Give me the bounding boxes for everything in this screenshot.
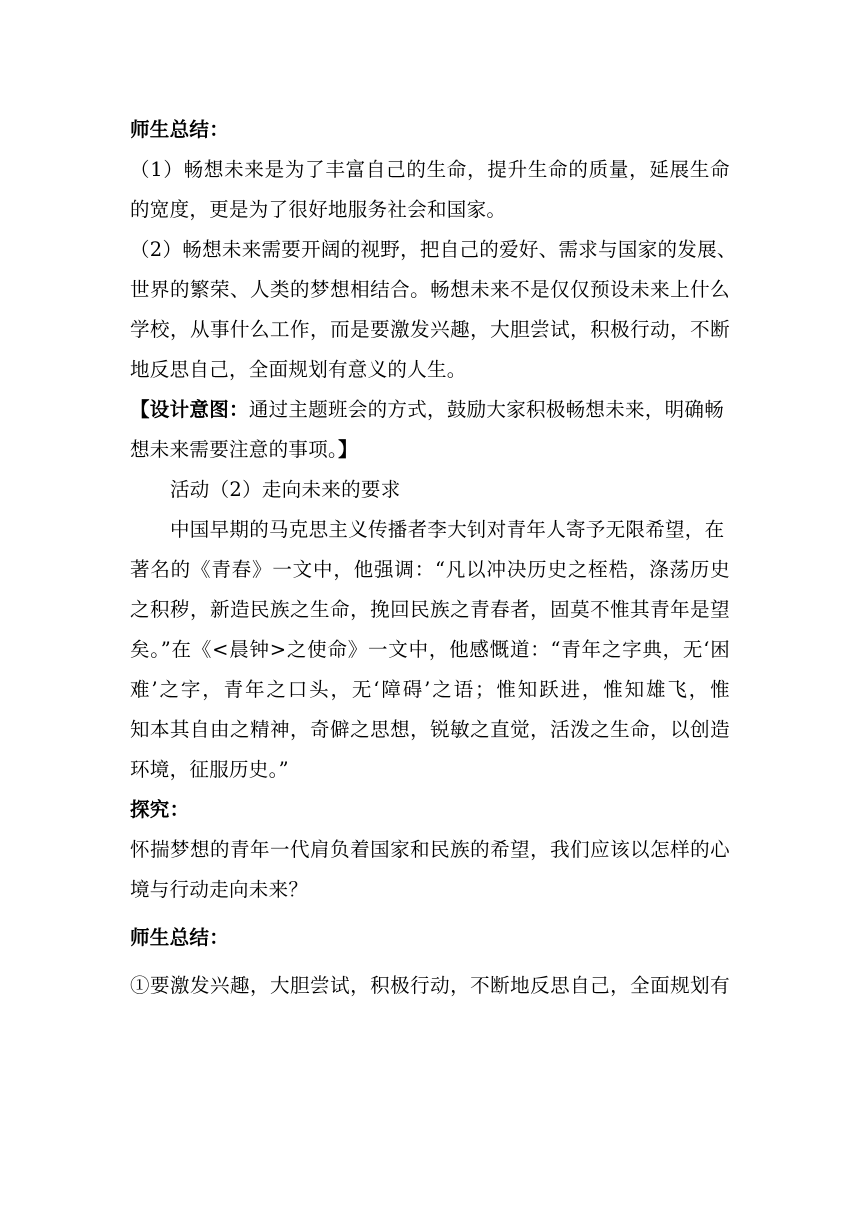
question-paragraph <box>130 830 730 910</box>
text-line <box>130 390 730 430</box>
text-line: 境与行动走向未来？ <box>130 878 309 901</box>
section-heading: 师生总结： <box>130 118 230 141</box>
design-intent-close: 】 <box>338 438 358 461</box>
text-line: 环境，征服历史。” <box>130 758 289 781</box>
text-line: 难’之字，青年之口头，无‘障碍’之语；惟知跃进，惟知雄飞，惟 <box>130 678 730 701</box>
text-line: 学校，从事什么工作，而是要激发兴趣，大胆尝试，积极行动，不断 <box>130 318 730 341</box>
text-line: 之积秽，新造民族之生命，挽回民族之青春者，固莫不惟其青年是望 <box>130 598 730 621</box>
text-line <box>130 430 730 470</box>
design-intent-text: 想未来需要注意的事项。 <box>130 438 339 461</box>
section-heading: 探究： <box>130 798 190 821</box>
activity-title: 活动（2）走向未来的要求 <box>170 478 401 501</box>
text-line: 知本其自由之精神，奇僻之思想，锐敏之直觉，活泼之生命，以创造 <box>130 718 730 741</box>
text-line: （1）畅想未来是为了丰富自己的生命，提升生命的质量，延展生命 <box>130 158 730 181</box>
text-line: ①要激发兴趣，大胆尝试，积极行动，不断地反思自己，全面规划有 <box>130 974 730 997</box>
section-heading: 师生总结： <box>130 926 230 949</box>
text-line: 世界的繁荣、人类的梦想相结合。畅想未来不是仅仅预设未来上什么 <box>130 278 730 301</box>
text-line: 著名的《青春》一文中，他强调：“凡以冲决历史之桎梏，涤荡历史 <box>130 558 730 581</box>
paragraph-2 <box>130 230 737 390</box>
design-intent-label: 【设计意图： <box>130 398 249 421</box>
paragraph-1 <box>130 150 730 230</box>
text-line: 中国早期的马克思主义传播者李大钊对青年人寄予无限希望，在 <box>170 518 725 541</box>
text-line: （2）畅想未来需要开阔的视野，把自己的爱好、需求与国家的发展、 <box>130 238 737 261</box>
text-line: 的宽度，更是为了很好地服务社会和国家。 <box>130 198 507 221</box>
text-line: 地反思自己，全面规划有意义的人生。 <box>130 358 467 381</box>
design-intent <box>130 390 730 470</box>
design-intent-text: 通过主题班会的方式，鼓励大家积极畅想未来，明确畅 <box>248 398 725 421</box>
quote-paragraph <box>130 510 730 790</box>
document-page <box>130 110 737 1006</box>
text-line: 矣。”在《<晨钟>之使命》一文中，他感慨道：“青年之字典，无‘困 <box>130 638 730 661</box>
text-line: 怀揣梦想的青年一代肩负着国家和民族的希望，我们应该以怎样的心 <box>130 838 730 861</box>
